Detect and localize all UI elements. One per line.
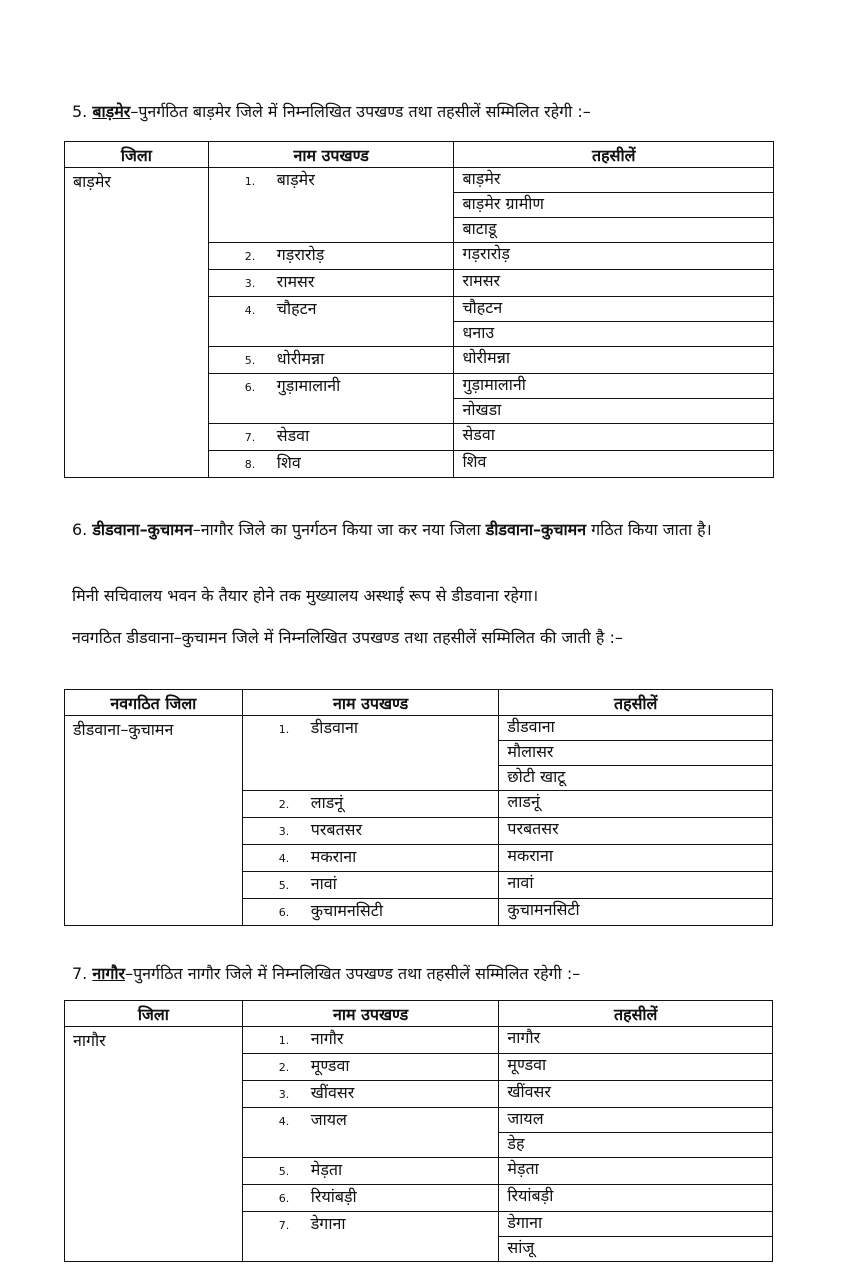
- column-header: नाम उपखण्ड: [208, 142, 454, 168]
- tehsil-name: सांजू: [499, 1237, 773, 1262]
- tehsil-name: खींवसर: [499, 1081, 773, 1108]
- column-header: जिला: [65, 1001, 243, 1027]
- subdivision-number: 4.: [278, 852, 290, 865]
- subdivision-cell: [208, 347, 454, 374]
- subdivision-cell: [208, 168, 454, 243]
- subdivision-name: मकराना: [310, 847, 357, 866]
- subdivision-name: गड़रारोड़: [276, 245, 325, 264]
- section-number: 5.: [72, 102, 88, 121]
- subdivision-number: 2.: [278, 1061, 290, 1074]
- tehsil-name: नावां: [499, 872, 773, 899]
- tehsil-name: रामसर: [454, 270, 774, 297]
- tehsil-name: मूण्डवा: [499, 1054, 773, 1081]
- subdivision-cell: [242, 899, 499, 926]
- tehsil-name: जायल: [499, 1108, 773, 1133]
- column-header: नाम उपखण्ड: [242, 1001, 499, 1027]
- tehsil-name: नागौर: [499, 1027, 773, 1054]
- section-5-heading: [72, 100, 792, 124]
- district-name: बाड़मेर: [65, 168, 209, 478]
- subdivision-name: रामसर: [276, 272, 315, 291]
- section-7-heading: [72, 962, 792, 986]
- section-title: डीडवाना–कुचामन: [92, 520, 193, 539]
- subdivision-number: 1.: [278, 1034, 290, 1047]
- subdivision-number: 6.: [244, 381, 256, 394]
- column-header: जिला: [65, 142, 209, 168]
- subdivision-number: 1.: [244, 175, 256, 188]
- subdivision-number: 3.: [244, 277, 256, 290]
- tehsil-name: परबतसर: [499, 818, 773, 845]
- subdivision-cell: [242, 1185, 499, 1212]
- subdivision-number: 4.: [244, 304, 256, 317]
- tehsil-name: सेडवा: [454, 424, 774, 451]
- district-name: डीडवाना–कुचामन: [65, 716, 243, 926]
- subdivision-number: 5.: [278, 1165, 290, 1178]
- subdivision-cell: [208, 297, 454, 347]
- subdivision-name: जायल: [310, 1110, 347, 1129]
- subdivision-name: धोरीमन्ना: [276, 349, 325, 368]
- subdivision-name: परबतसर: [310, 820, 362, 839]
- section-6-paragraph-3: नवगठित डीडवाना–कुचामन जिले में निम्नलिखित उपखण्ड तथा तहसीलें सम्मिलित की जाती है :–: [72, 628, 623, 647]
- section-text-tail: गठित किया जाता है।: [586, 520, 712, 539]
- subdivision-cell: [242, 1158, 499, 1185]
- section-text: –नागौर जिले का पुनर्गठन किया जा कर नया जिला: [192, 520, 486, 539]
- section-6-heading: [72, 518, 792, 542]
- tehsil-name: बाटाडू: [454, 218, 774, 243]
- tehsil-name: डेह: [499, 1133, 773, 1158]
- subdivision-cell: [242, 1212, 499, 1262]
- table-row: [65, 168, 774, 193]
- subdivision-cell: [242, 872, 499, 899]
- subdivision-name: लाडनूं: [310, 793, 344, 812]
- subdivision-number: 2.: [244, 250, 256, 263]
- subdivision-cell: [242, 818, 499, 845]
- tehsil-name: छोटी खाटू: [499, 766, 773, 791]
- subdivision-name: चौहटन: [276, 299, 317, 318]
- subdivision-number: 8.: [244, 458, 256, 471]
- section-6-paragraph-2: मिनी सचिवालय भवन के तैयार होने तक मुख्यालय अस्थाई रूप से डीडवाना रहेगा।: [72, 586, 539, 605]
- subdivision-name: कुचामनसिटी: [310, 901, 383, 920]
- section-title: बाड़मेर: [92, 102, 131, 121]
- tehsil-name: मकराना: [499, 845, 773, 872]
- table-row: [65, 716, 773, 741]
- subdivision-number: 2.: [278, 798, 290, 811]
- subdivision-number: 1.: [278, 723, 290, 736]
- subdivision-cell: [208, 424, 454, 451]
- column-header: तहसीलें: [499, 690, 773, 716]
- tehsil-name: धनाउ: [454, 322, 774, 347]
- tehsil-name: मेड़ता: [499, 1158, 773, 1185]
- subdivision-cell: [208, 374, 454, 424]
- column-header: तहसीलें: [499, 1001, 773, 1027]
- tehsil-name: बाड़मेर: [454, 168, 774, 193]
- subdivision-number: 7.: [278, 1219, 290, 1232]
- subdivision-name: नावां: [310, 874, 337, 893]
- subdivision-number: 7.: [244, 431, 256, 444]
- tehsil-name: चौहटन: [454, 297, 774, 322]
- tehsil-name: धोरीमन्ना: [454, 347, 774, 374]
- district-name: नागौर: [65, 1027, 243, 1262]
- didwana-kuchaman-table: [64, 689, 773, 926]
- badmer-table: [64, 141, 774, 478]
- subdivision-cell: [242, 716, 499, 791]
- subdivision-name: डेगाना: [310, 1214, 346, 1233]
- column-header: नाम उपखण्ड: [242, 690, 499, 716]
- tehsil-name: डीडवाना: [499, 716, 773, 741]
- subdivision-number: 4.: [278, 1115, 290, 1128]
- subdivision-cell: [242, 791, 499, 818]
- tehsil-name: कुचामनसिटी: [499, 899, 773, 926]
- section-title-repeat: डीडवाना–कुचामन: [485, 520, 587, 539]
- subdivision-number: 6.: [278, 906, 290, 919]
- subdivision-cell: [242, 1108, 499, 1158]
- subdivision-number: 3.: [278, 1088, 290, 1101]
- subdivision-name: मूण्डवा: [310, 1056, 350, 1075]
- subdivision-name: डीडवाना: [310, 718, 359, 737]
- section-text: –पुनर्गठित नागौर जिले में निम्नलिखित उपखण्ड तथा तहसीलें सम्मिलित रहेगी :–: [125, 964, 581, 983]
- nagaur-table: [64, 1000, 773, 1262]
- column-header: तहसीलें: [454, 142, 774, 168]
- subdivision-number: 3.: [278, 825, 290, 838]
- tehsil-name: नोखडा: [454, 399, 774, 424]
- tehsil-name: लाडनूं: [499, 791, 773, 818]
- tehsil-name: गुड़ामालानी: [454, 374, 774, 399]
- subdivision-name: बाड़मेर: [276, 170, 315, 189]
- table-header-row: [65, 690, 773, 716]
- section-title: नागौर: [92, 964, 126, 983]
- table-row: [65, 1027, 773, 1054]
- tehsil-name: डेगाना: [499, 1212, 773, 1237]
- subdivision-name: गुड़ामालानी: [276, 376, 341, 395]
- subdivision-name: शिव: [276, 453, 301, 472]
- subdivision-cell: [242, 1027, 499, 1054]
- section-number: 6.: [72, 520, 88, 539]
- tehsil-name: बाड़मेर ग्रामीण: [454, 193, 774, 218]
- table-header-row: [65, 1001, 773, 1027]
- tehsil-name: शिव: [454, 451, 774, 478]
- subdivision-cell: [208, 243, 454, 270]
- subdivision-cell: [208, 451, 454, 478]
- subdivision-cell: [242, 1054, 499, 1081]
- subdivision-number: 5.: [278, 879, 290, 892]
- subdivision-cell: [242, 845, 499, 872]
- tehsil-name: मौलासर: [499, 741, 773, 766]
- subdivision-cell: [242, 1081, 499, 1108]
- section-number: 7.: [72, 964, 88, 983]
- column-header: नवगठित जिला: [65, 690, 243, 716]
- tehsil-name: गड़रारोड़: [454, 243, 774, 270]
- subdivision-name: सेडवा: [276, 426, 310, 445]
- subdivision-name: रियांबड़ी: [310, 1187, 357, 1206]
- tehsil-name: रियांबड़ी: [499, 1185, 773, 1212]
- subdivision-number: 6.: [278, 1192, 290, 1205]
- table-header-row: [65, 142, 774, 168]
- subdivision-name: मेड़ता: [310, 1160, 343, 1179]
- subdivision-number: 5.: [244, 354, 256, 367]
- subdivision-name: नागौर: [310, 1029, 344, 1048]
- section-text: –पुनर्गठित बाड़मेर जिले में निम्नलिखित उपखण्ड तथा तहसीलें सम्मिलित रहेगी :–: [130, 102, 591, 121]
- subdivision-cell: [208, 270, 454, 297]
- subdivision-name: खींवसर: [310, 1083, 355, 1102]
